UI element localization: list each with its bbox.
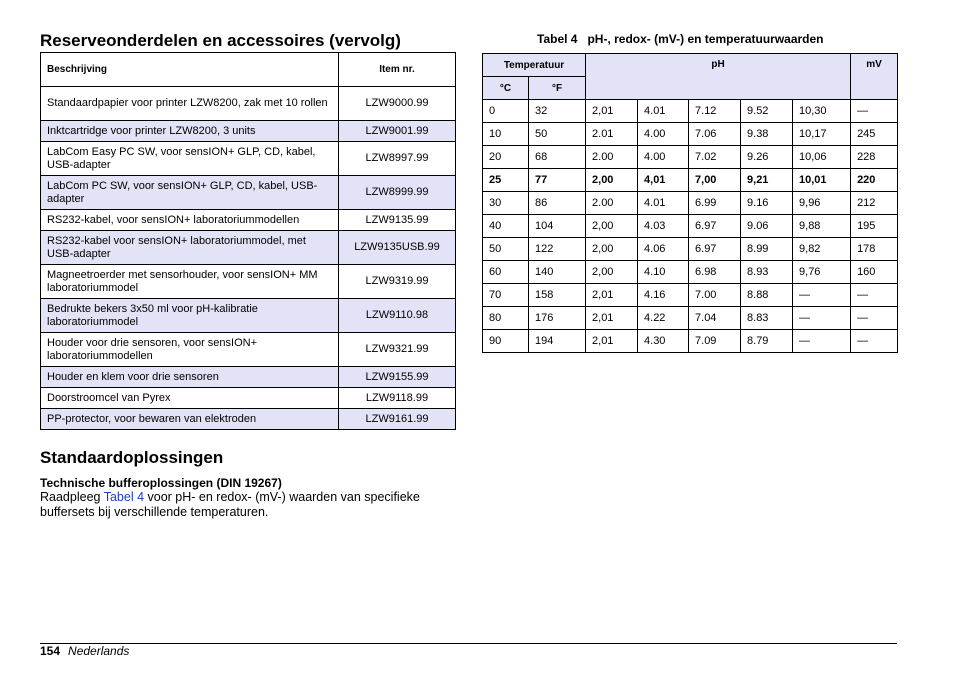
ph-cell-temp-c: 80 (483, 307, 529, 330)
part-description: Inktcartridge voor printer LZW8200, 3 units (41, 121, 339, 142)
part-description: Doorstroomcel van Pyrex (41, 388, 339, 409)
ph-cell-temp-c: 40 (483, 215, 529, 238)
ph-cell-ph-2: 4.00 (638, 123, 689, 146)
ph-cell-ph-2: 4.01 (638, 100, 689, 123)
ph-cell-ph-4: 8.83 (741, 307, 793, 330)
ph-cell-temp-f: 32 (529, 100, 586, 123)
ph-row (483, 123, 898, 146)
ph-cell-ph-3: 7,00 (689, 169, 741, 192)
ph-cell-temp-f: 140 (529, 261, 586, 284)
solutions-text (40, 490, 455, 520)
ph-table-caption-text: pH-, redox- (mV-) en temperatuurwaarden (587, 32, 824, 46)
part-item-number: LZW9135.99 (339, 210, 456, 231)
part-item-number: LZW9161.99 (339, 409, 456, 430)
ph-cell-ph-1: 2.01 (586, 123, 638, 146)
ph-cell-ph-3: 6.97 (689, 215, 741, 238)
ph-row (483, 146, 898, 169)
parts-header-item-number: Item nr. (339, 53, 456, 87)
part-item-number: LZW8999.99 (339, 176, 456, 210)
ph-cell-ph-2: 4.00 (638, 146, 689, 169)
ph-row (483, 261, 898, 284)
parts-row (41, 333, 456, 367)
ph-row (483, 330, 898, 353)
ph-cell-ph-2: 4.01 (638, 192, 689, 215)
ph-cell-temp-f: 68 (529, 146, 586, 169)
ph-cell-ph-5: 9,82 (793, 238, 851, 261)
ph-cell-ph-3: 7.00 (689, 284, 741, 307)
ph-cell-mv: 220 (851, 169, 898, 192)
ph-cell-temp-c: 0 (483, 100, 529, 123)
ph-cell-ph-1: 2,00 (586, 238, 638, 261)
ph-cell-ph-4: 8.88 (741, 284, 793, 307)
ph-cell-ph-1: 2,01 (586, 284, 638, 307)
footer-rule (40, 643, 897, 644)
ph-row (483, 169, 898, 192)
ph-cell-mv: — (851, 330, 898, 353)
ph-cell-ph-1: 2,00 (586, 169, 638, 192)
tabel-4-link[interactable]: Tabel 4 (103, 490, 145, 504)
ph-cell-ph-2: 4.22 (638, 307, 689, 330)
ph-cell-mv: — (851, 100, 898, 123)
ph-cell-temp-f: 176 (529, 307, 586, 330)
solutions-title: Standaardoplossingen (40, 448, 224, 467)
ph-row (483, 215, 898, 238)
ph-cell-ph-2: 4.06 (638, 238, 689, 261)
parts-header-description: Beschrijving (41, 53, 339, 87)
ph-cell-mv: 160 (851, 261, 898, 284)
part-description: RS232-kabel voor sensION+ laboratoriummodel, met USB-adapter (41, 231, 339, 265)
ph-header-ph: pH (586, 54, 851, 100)
part-description: RS232-kabel, voor sensION+ laboratoriummodellen (41, 210, 339, 231)
ph-cell-temp-c: 60 (483, 261, 529, 284)
part-item-number: LZW9319.99 (339, 265, 456, 299)
ph-cell-ph-5: 9,76 (793, 261, 851, 284)
ph-header-celsius: °C (483, 77, 529, 100)
footer-language: Nederlands (68, 644, 130, 658)
part-item-number: LZW9118.99 (339, 388, 456, 409)
ph-cell-ph-5: — (793, 330, 851, 353)
ph-cell-mv: 195 (851, 215, 898, 238)
ph-cell-mv: — (851, 284, 898, 307)
part-description: Houder en klem voor drie sensoren (41, 367, 339, 388)
part-description: Magneetroerder met sensorhouder, voor sensION+ MM laboratoriummodel (41, 265, 339, 299)
parts-row (41, 265, 456, 299)
ph-cell-temp-f: 122 (529, 238, 586, 261)
part-item-number: LZW9000.99 (339, 87, 456, 121)
ph-cell-mv: — (851, 307, 898, 330)
ph-cell-ph-4: 9.06 (741, 215, 793, 238)
page-number: 154 (40, 644, 61, 658)
ph-cell-ph-4: 9.16 (741, 192, 793, 215)
ph-cell-ph-5: 10,30 (793, 100, 851, 123)
ph-cell-ph-3: 6.99 (689, 192, 741, 215)
ph-cell-ph-4: 9,21 (741, 169, 793, 192)
ph-cell-ph-1: 2,01 (586, 307, 638, 330)
parts-row (41, 210, 456, 231)
parts-row (41, 121, 456, 142)
solutions-text-after: voor pH- en redox- (mV-) waarden van specifieke buffersets bij verschillende temperaturen. (40, 490, 420, 519)
part-description: LabCom PC SW, voor sensION+ GLP, CD, kabel, USB-adapter (41, 176, 339, 210)
parts-row (41, 176, 456, 210)
ph-cell-temp-c: 50 (483, 238, 529, 261)
ph-cell-temp-c: 90 (483, 330, 529, 353)
ph-cell-ph-3: 7.04 (689, 307, 741, 330)
ph-cell-ph-3: 6.98 (689, 261, 741, 284)
ph-cell-ph-5: — (793, 307, 851, 330)
ph-table-caption (537, 32, 824, 46)
part-item-number: LZW9321.99 (339, 333, 456, 367)
ph-cell-ph-5: 9,88 (793, 215, 851, 238)
parts-row (41, 299, 456, 333)
ph-cell-temp-c: 70 (483, 284, 529, 307)
ph-cell-mv: 178 (851, 238, 898, 261)
ph-cell-ph-3: 7.06 (689, 123, 741, 146)
part-description: PP-protector, voor bewaren van elektroden (41, 409, 339, 430)
ph-cell-ph-3: 6.97 (689, 238, 741, 261)
ph-row (483, 284, 898, 307)
part-item-number: LZW8997.99 (339, 142, 456, 176)
ph-cell-temp-f: 77 (529, 169, 586, 192)
part-item-number: LZW9135USB.99 (339, 231, 456, 265)
part-description: Bedrukte bekers 3x50 ml voor pH-kalibratie laboratoriummodel (41, 299, 339, 333)
ph-cell-temp-f: 86 (529, 192, 586, 215)
ph-cell-temp-f: 158 (529, 284, 586, 307)
part-description: LabCom Easy PC SW, voor sensION+ GLP, CD, kabel, USB-adapter (41, 142, 339, 176)
parts-row (41, 409, 456, 430)
parts-row (41, 87, 456, 121)
ph-row (483, 100, 898, 123)
ph-row (483, 238, 898, 261)
footer (40, 644, 129, 658)
ph-header-mv: mV (851, 54, 898, 100)
ph-cell-ph-1: 2,01 (586, 100, 638, 123)
ph-cell-ph-2: 4.30 (638, 330, 689, 353)
ph-cell-ph-1: 2.00 (586, 146, 638, 169)
ph-cell-ph-3: 7.09 (689, 330, 741, 353)
ph-cell-ph-4: 8.79 (741, 330, 793, 353)
part-item-number: LZW9001.99 (339, 121, 456, 142)
ph-header-temperature: Temperatuur (483, 54, 586, 77)
ph-cell-ph-2: 4.10 (638, 261, 689, 284)
ph-table (482, 53, 898, 353)
ph-cell-mv: 245 (851, 123, 898, 146)
ph-cell-temp-f: 104 (529, 215, 586, 238)
part-item-number: LZW9155.99 (339, 367, 456, 388)
ph-cell-ph-5: 10,17 (793, 123, 851, 146)
solutions-subtitle: Technische bufferoplossingen (DIN 19267) (40, 476, 282, 490)
ph-row (483, 307, 898, 330)
solutions-text-before: Raadpleeg (40, 490, 104, 504)
parts-row (41, 367, 456, 388)
parts-row (41, 388, 456, 409)
ph-cell-temp-c: 10 (483, 123, 529, 146)
parts-row (41, 142, 456, 176)
ph-cell-ph-2: 4.03 (638, 215, 689, 238)
ph-cell-temp-f: 50 (529, 123, 586, 146)
part-item-number: LZW9110.98 (339, 299, 456, 333)
ph-row (483, 192, 898, 215)
section-title: Reserveonderdelen en accessoires (vervolg) (40, 31, 401, 50)
ph-cell-mv: 228 (851, 146, 898, 169)
ph-cell-ph-4: 8.99 (741, 238, 793, 261)
ph-cell-ph-4: 9.52 (741, 100, 793, 123)
ph-cell-ph-2: 4,01 (638, 169, 689, 192)
ph-cell-ph-4: 9.26 (741, 146, 793, 169)
ph-cell-ph-1: 2,01 (586, 330, 638, 353)
ph-cell-ph-5: 9,96 (793, 192, 851, 215)
ph-cell-temp-c: 20 (483, 146, 529, 169)
ph-cell-ph-1: 2.00 (586, 192, 638, 215)
ph-header-fahrenheit: °F (529, 77, 586, 100)
ph-cell-mv: 212 (851, 192, 898, 215)
ph-cell-temp-c: 25 (483, 169, 529, 192)
ph-cell-ph-3: 7.12 (689, 100, 741, 123)
ph-cell-ph-5: — (793, 284, 851, 307)
ph-cell-ph-5: 10,06 (793, 146, 851, 169)
ph-cell-temp-c: 30 (483, 192, 529, 215)
ph-cell-ph-1: 2,00 (586, 215, 638, 238)
ph-cell-ph-1: 2,00 (586, 261, 638, 284)
parts-table (40, 52, 456, 430)
parts-row (41, 231, 456, 265)
ph-cell-ph-5: 10,01 (793, 169, 851, 192)
ph-cell-ph-4: 9.38 (741, 123, 793, 146)
ph-cell-ph-3: 7.02 (689, 146, 741, 169)
ph-cell-ph-2: 4.16 (638, 284, 689, 307)
ph-table-label: Tabel 4 (537, 32, 578, 46)
ph-cell-temp-f: 194 (529, 330, 586, 353)
part-description: Houder voor drie sensoren, voor sensION+ laboratoriummodellen (41, 333, 339, 367)
part-description: Standaardpapier voor printer LZW8200, zak met 10 rollen (41, 87, 339, 121)
ph-cell-ph-4: 8.93 (741, 261, 793, 284)
